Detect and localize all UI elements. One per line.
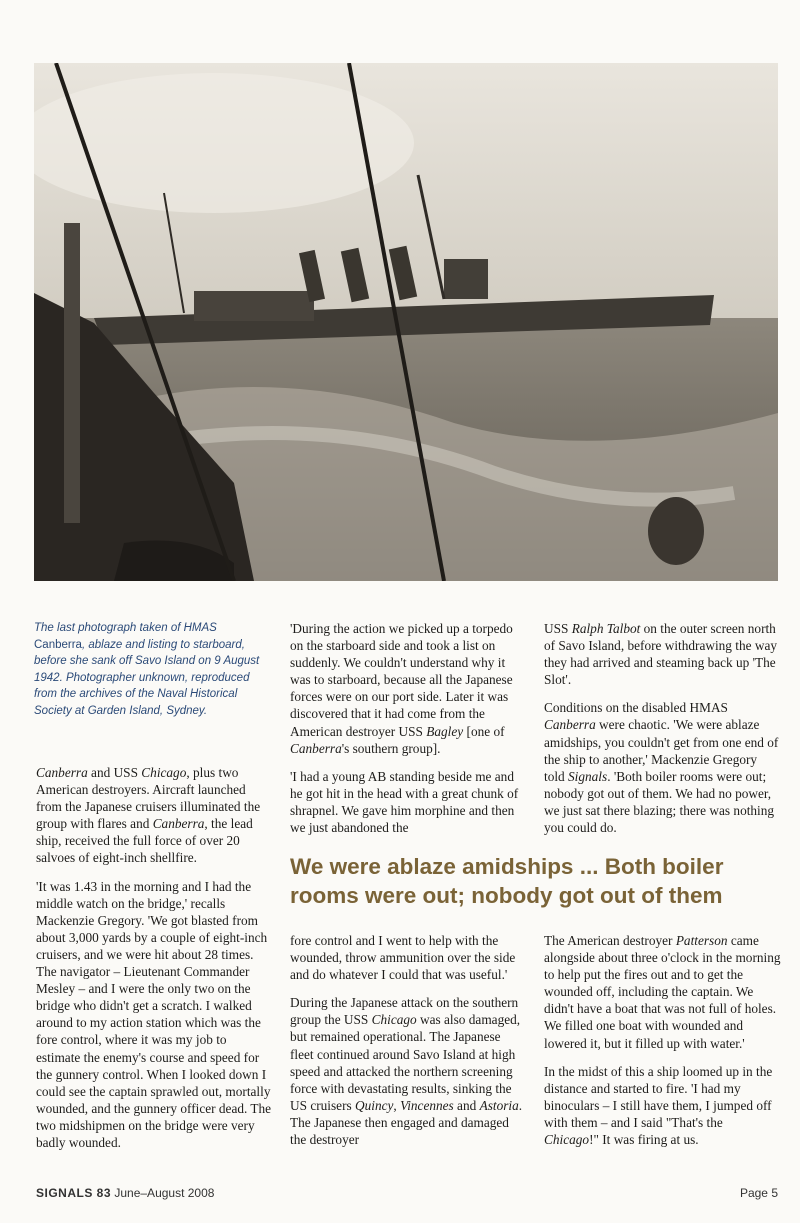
photo-illustration — [34, 63, 778, 581]
text-run: and — [453, 1097, 480, 1113]
paragraph — [544, 932, 781, 1052]
paragraph — [544, 699, 781, 836]
caption-ship-name: Canberra — [34, 638, 82, 651]
paragraph: 'I had a young AB standing beside me and he got hit in the head with a great chunk of shrapnel. We gave him morphine and then we just abandoned the — [290, 768, 519, 836]
pull-quote-headline: We were ablaze amidships ... Both boiler rooms were out; nobody got out of them — [290, 854, 724, 908]
ship-name: Astoria — [479, 1097, 519, 1113]
ship-name: Bagley — [426, 723, 464, 739]
text-run: 'During the action we picked up a torpedo on the starboard side and took a list on suddenly. We couldn't understand why it was to starboard, because all the Japanese forces were on our port side. Later it was discovered that it had come from the American destroyer USS — [290, 621, 513, 739]
paragraph: fore control and I went to help with the wounded, throw ammunition over the side and do whatever I could that was useful.' — [290, 933, 516, 983]
issue-date: June–August 2008 — [111, 1186, 215, 1200]
ship-name: Patterson — [675, 933, 728, 948]
ship-name: Vincennes — [400, 1097, 454, 1113]
text-run: During the Japanese attack on the southern group the USS — [290, 995, 519, 1028]
magazine-name: Signals — [568, 768, 608, 784]
text-run: In the midst of this a ship loomed up in the distance and started to fire. 'I had my binoculars – I still have them, I jumped off with them – and I said "That's the — [544, 1063, 773, 1130]
text-run: . 'Both boiler rooms were out; nobody got out of them. We had no power, we just sat there blazing; there was nothing you could do. — [544, 768, 775, 836]
column-3-top — [544, 620, 781, 847]
text-run: were chaotic. 'We were ablaze amidships, you couldn't get from one end of the ship to another,' Mackenzie Gregory told — [544, 717, 779, 784]
text-run: was also damaged, but remained operational. The Japanese fleet continued around Savo Island at high speed and attacked the northern screening force with devastating results, sinking the US cruisers — [290, 1012, 521, 1113]
paragraph — [544, 620, 781, 688]
footer-magazine — [36, 1186, 214, 1200]
caption-part: The last photograph taken of HMAS — [34, 622, 217, 634]
photo-caption — [34, 620, 270, 719]
text-run: USS — [544, 621, 572, 636]
magazine-issue: SIGNALS 83 — [36, 1186, 112, 1200]
ship-name: Canberra — [544, 717, 596, 733]
paragraph: 'It was 1.43 in the morning and I had the middle watch on the bridge,' recalls Mackenzie Gregory. 'We got blasted from about 3,000 yards by a couple of eight-inch cruisers, and we were hit about 28 times. The navigator – Lieutenant Commander Mesley – and I were the only two on the bridge who didn't get a scratch. I walked around to my action station which was the fore control, where it was my job to estimate the enemy's course and speed for the gunnery control. When I looked down I could see the captain sprawled out, mortally wounded, and the gunnery officer dead. The two midshipmen on the bridge were very badly wounded. — [36, 878, 272, 1150]
text-run: , — [393, 1097, 401, 1113]
paragraph — [544, 1063, 781, 1148]
column-2-bottom — [290, 932, 527, 1159]
paragraph — [290, 994, 527, 1148]
paragraph — [36, 764, 273, 867]
text-run: !" It was firing at us. — [589, 1132, 699, 1148]
text-run: [one of — [463, 723, 505, 739]
paragraph — [290, 620, 527, 757]
ship-name: Quincy — [355, 1097, 394, 1113]
text-run: , plus two American destroyers. Aircraft launched from the Japanese cruisers illuminated the group with flares and — [36, 765, 261, 832]
ship-name: Chicago — [544, 1132, 590, 1148]
text-run: came alongside about three o'clock in the morning to help put the fires out and to get the wounded off, including the captain. We didn't have a boat that was not full of holes. We filled one boat with wounded and lowered it, but it filled up with water.' — [544, 933, 781, 1051]
text-run: . The Japanese then engaged and damaged the destroyer — [290, 1097, 523, 1148]
text-run: and USS — [87, 765, 142, 780]
page-number: Page 5 — [739, 1186, 778, 1200]
text-run: , the lead ship, received the full force of over 20 salvoes of eight-inch shellfire. — [36, 816, 253, 866]
ship-name: Ralph Talbot — [571, 621, 641, 636]
column-1 — [36, 764, 273, 1162]
column-2-top — [290, 620, 527, 847]
ship-name: Chicago — [141, 765, 187, 780]
text-run: Conditions on the disabled HMAS — [544, 700, 728, 716]
text-run: on the outer screen north of Savo Island, before withdrawing the way they had arrived and steaming back up 'The Slot'. — [544, 621, 778, 688]
canberra-photo — [34, 63, 778, 581]
ship-name: Canberra — [290, 740, 342, 756]
ship-name: Chicago — [371, 1012, 417, 1028]
ship-name: Canberra — [36, 765, 88, 780]
column-3-bottom — [544, 932, 781, 1159]
caption-part: , ablaze and listing to starboard, before she sank off Savo Island on 9 August 1942. Photographer unknown, reproduced from the archives of the Naval Historical Society at Garden Island, Sydney. — [34, 638, 260, 717]
text-run: 's southern group]. — [341, 740, 441, 756]
ship-name: Canberra — [152, 816, 205, 832]
text-run: The American destroyer — [544, 933, 676, 948]
